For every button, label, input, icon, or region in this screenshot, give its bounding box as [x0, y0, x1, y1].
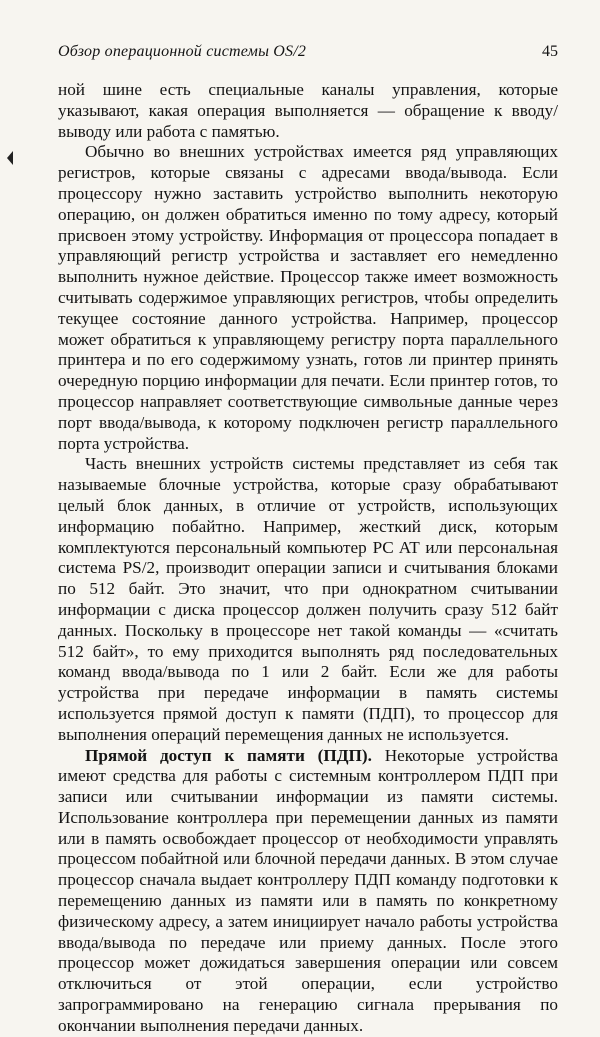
paragraph-continued: ной шине есть специальные каналы управления, которые указывают, какая операция выполняется — обращение к вводу/выводу или работа с памятью. — [58, 80, 558, 141]
page-number: 45 — [542, 43, 558, 60]
paragraph-dma — [58, 746, 558, 1037]
dma-text: Некоторые устройства имеют средства для работы с системным контроллером ПДП при записи или считывании информации из памяти системы. Использование контроллера при перемещении данных из памяти или в память освобождает процессор от необходимости управлять процессом побайтной или блочной передачи данных. В этом случае процессор сначала выдает контроллеру ПДП команду подготовки к перемещению данных из памяти или в память по конкретному физическому адресу, а затем инициирует начало работы устройства ввода/вывода по передаче или приему данных. После этого процессор может дожидаться завершения операции или совсем отключиться от этой операции, если устройство запрограммировано на генерацию сигнала прерывания по окончании выполнения передачи данных. — [58, 745, 558, 1035]
text-column — [58, 80, 558, 1037]
paragraph-block-devices: Часть внешних устройств системы представляет из себя так называемые блочные устройства, которые сразу обрабатывают целый блок данных, в отличие от устройств, использующих информацию побайтно. Например, жесткий диск, которым комплектуются персональный компьютер PC AT или персональная система PS/2, производит операции записи и считывания блоками по 512 байт. Это значит, что при однократном считывании информации с диска процессор должен получить сразу 512 байт данных. Поскольку в процессоре нет такой команды — «считать 512 байт», то ему приходится выполнять ряд последовательных команд ввода/вывода по 1 или 2 байт. Если же для работы устройства при передаче информации в память системы используется прямой доступ к памяти (ПДП), то процессор для выполнения операций перемещения данных не используется. — [58, 454, 558, 744]
running-head — [58, 43, 558, 67]
margin-mark — [7, 151, 13, 165]
section-heading-dma: Прямой доступ к памяти (ПДП). — [85, 745, 372, 765]
paragraph-control-registers: Обычно во внешних устройствах имеется ряд управляющих регистров, которые связаны с адресами ввода/вывода. Если процессору нужно заставить устройство выполнить некоторую операцию, он должен обратиться именно по тому адресу, который присвоен этому устройству. Информация от процессора попадает в управляющий регистр устройства и заставляет его немедленно выполнить нужное действие. Процессор также имеет возможность считывать содержимое управляющих регистров, чтобы определить текущее состояние данного устройства. Например, процессор может обратиться к управляющему регистру порта параллельного принтера и по его содержимому узнать, готов ли принтер принять очередную порцию информации для печати. Если принтер готов, то процессор направляет соответствующие символьные данные через порт ввода/вывода, к которому подключен регистр параллельного порта устройства. — [58, 142, 558, 453]
running-title: Обзор операционной системы OS/2 — [58, 43, 307, 60]
